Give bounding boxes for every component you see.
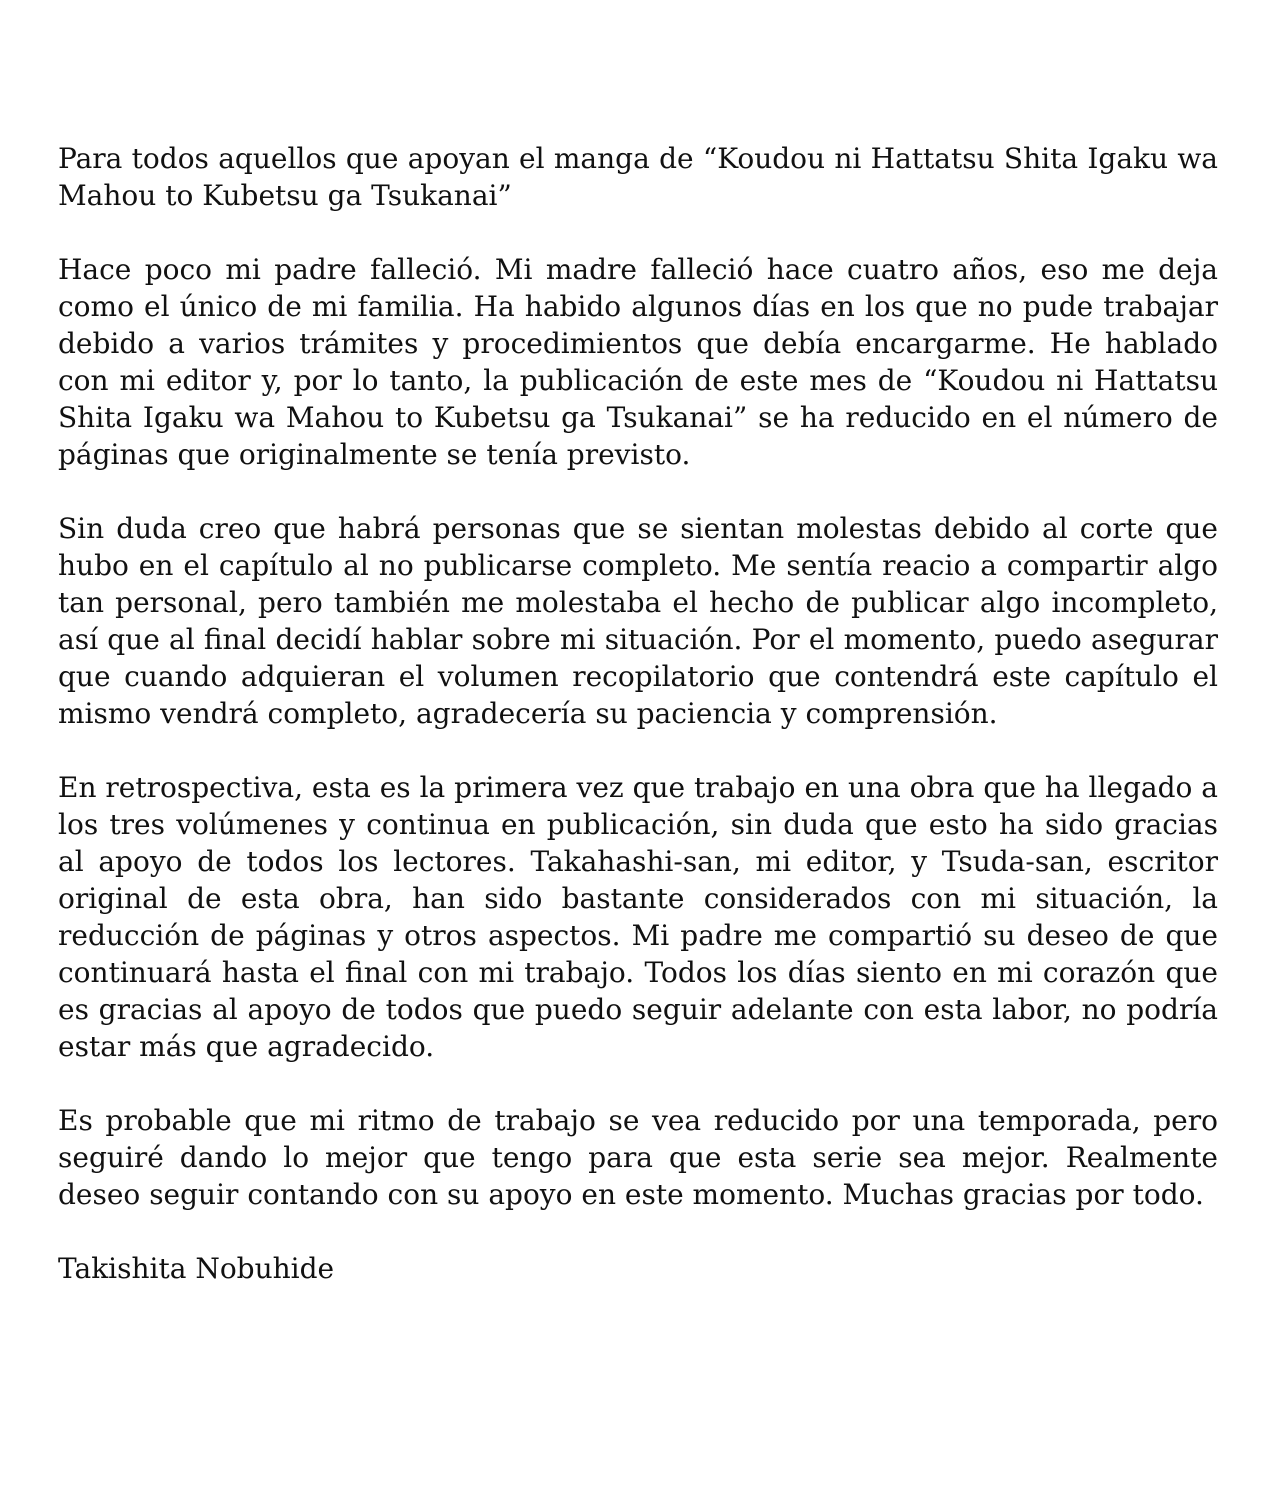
letter-body bbox=[58, 140, 1218, 1287]
letter-paragraph: Es probable que mi ritmo de trabajo se vea reducido por una temporada, pero seguiré dando lo mejor que tengo para que esta serie sea mejor. Realmente deseo seguir contando con su apoyo en este momento. Muchas gracias por todo. bbox=[58, 1104, 1218, 1211]
letter-signature: Takishita Nobuhide bbox=[58, 1252, 335, 1285]
letter-paragraph: En retrospectiva, esta es la primera vez que trabajo en una obra que ha llegado a los tres volúmenes y continua en publicación, sin duda que esto ha sido gracias al apoyo de todos los lectores. Takahashi-san, mi editor, y Tsuda-san, escritor original de esta obra, han sido bastante considerados con mi situación, la reducción de páginas y otros aspectos. Mi padre me compartió su deseo de que continuará hasta el final con mi trabajo. Todos los días siento en mi corazón que es gracias al apoyo de todos que puedo seguir adelante con esta labor, no podría estar más que agradecido. bbox=[58, 771, 1218, 1063]
letter-greeting: Para todos aquellos que apoyan el manga de “Koudou ni Hattatsu Shita Igaku wa Mahou to Kubetsu ga Tsukanai” bbox=[58, 142, 1218, 212]
letter-paragraph: Sin duda creo que habrá personas que se sientan molestas debido al corte que hubo en el capítulo al no publicarse completo. Me sentía reacio a compartir algo tan personal, pero también me molestaba el hecho de publicar algo incompleto, así que al final decidí hablar sobre mi situación. Por el momento, puedo asegurar que cuando adquieran el volumen recopilatorio que contendrá este capítulo el mismo vendrá completo, agradecería su paciencia y comprensión. bbox=[58, 512, 1218, 730]
letter-paragraph: Hace poco mi padre falleció. Mi madre falleció hace cuatro años, eso me deja como el único de mi familia. Ha habido algunos días en los que no pude trabajar debido a varios trámites y procedimientos que debía encargarme. He hablado con mi editor y, por lo tanto, la publicación de este mes de “Koudou ni Hattatsu Shita Igaku wa Mahou to Kubetsu ga Tsukanai” se ha reducido en el número de páginas que originalmente se tenía previsto. bbox=[58, 253, 1218, 471]
